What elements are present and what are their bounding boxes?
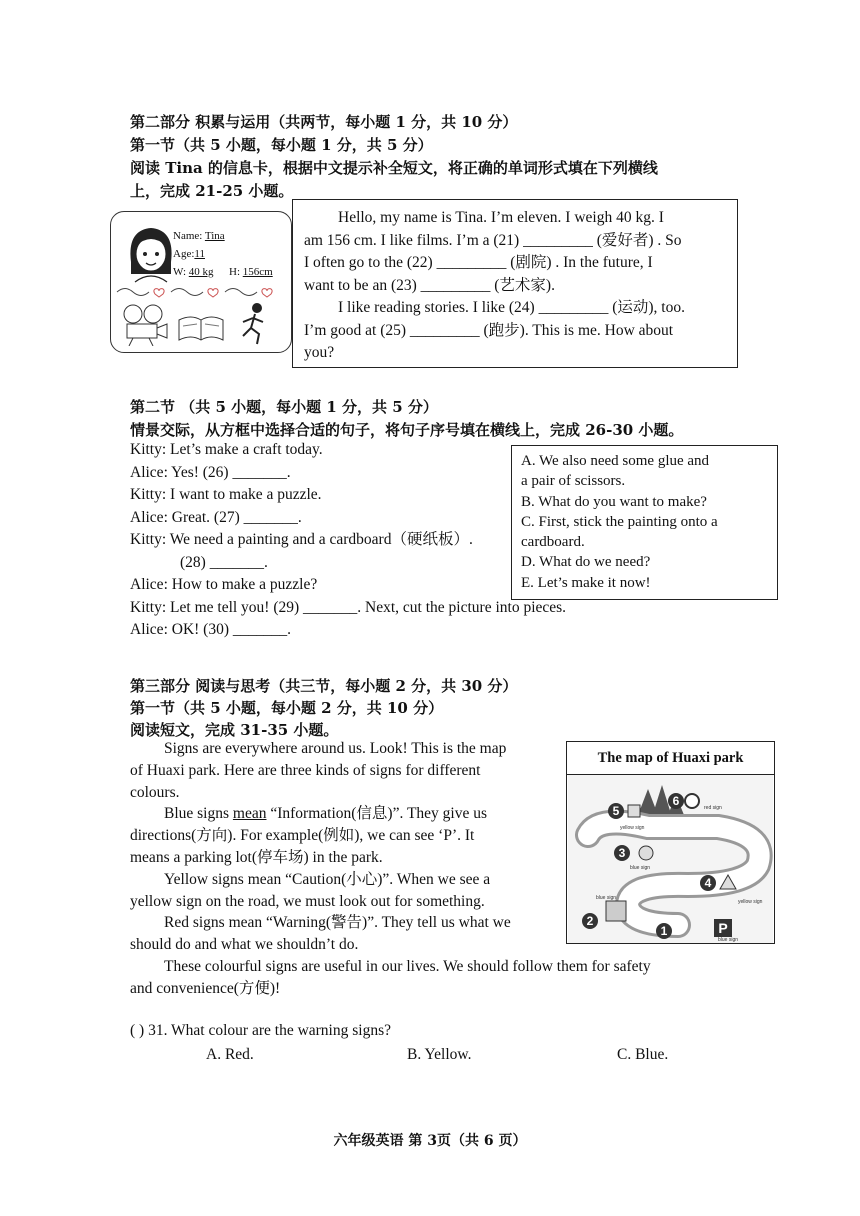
card-name-row: Name: Tina [173, 230, 225, 242]
svg-text:3: 3 [618, 846, 626, 860]
park-map-drawing [568, 775, 773, 943]
option-c-cont: cardboard. [521, 534, 585, 551]
passage-line-1: Hello, my name is Tina. I’m eleven. I weigh 40 kg. I [338, 209, 664, 226]
runner-icon [237, 302, 273, 346]
passage-text [304, 207, 734, 365]
choice-a: A. Red. [206, 1046, 254, 1063]
dialogue-line-8: Kitty: Let me tell you! (29) _______. Next, cut the picture into pieces. [130, 598, 567, 616]
dialogue-line-1: Kitty: Let’s make a craft today. [130, 441, 323, 458]
part2-title: 第二部分 积累与运用（共两节，每小题 1 分，共 10 分） [130, 113, 518, 131]
options-list [521, 451, 718, 593]
passage-line-2: am 156 cm. I like films. I’m a (21) _________ (爱好者) . So [304, 231, 682, 249]
passage-line-7: you? [304, 344, 335, 361]
passage-line-6: I’m good at (25) _________ (跑步). This is me. How about [304, 321, 674, 339]
page-footer: 六年级英语 第 3页（共 6 页） [333, 1133, 527, 1149]
reading-line-7: Yellow signs mean “Caution(小心)”. When we see a [164, 870, 491, 888]
reading-line-2: of Huaxi park. Here are three kinds of signs for different [130, 761, 481, 779]
svg-text:blue sign: blue sign [718, 937, 739, 943]
reading-line-8: yellow sign on the road, we must look out for something. [130, 892, 485, 910]
girl-portrait-icon [121, 222, 181, 284]
dialogue-line-3: Kitty: I want to make a puzzle. [130, 486, 322, 503]
part3-title: 第三部分 阅读与思考（共三节，每小题 2 分，共 30 分） [130, 677, 518, 695]
svg-text:1: 1 [660, 924, 668, 938]
svg-text:blue sign: blue sign [630, 865, 651, 871]
heart-divider-icon [115, 285, 285, 299]
dialogue-line-7: Alice: How to make a puzzle? [130, 576, 318, 593]
dialogue-line-5: Kitty: We need a painting and a cardboard（硬纸板）. [130, 531, 473, 548]
map-title: The map of Huaxi park [567, 742, 774, 775]
reading-line-10: should do and what we shouldn’t do. [130, 936, 359, 954]
passage-line-5: I like reading stories. I like (24) _________ (运动), too. [338, 299, 685, 316]
question-31 [130, 1022, 391, 1040]
dialogue-line-6: (28) _______. [180, 553, 268, 571]
passage-line-4: want to be an (23) _________ (艺术家). [304, 276, 555, 294]
question-31-text: 31. What colour are the warning signs? [148, 1022, 391, 1039]
dialogue [130, 439, 566, 642]
part2-sec1-title: 第一节（共 5 小题，每小题 1 分，共 5 分） [130, 136, 433, 154]
passage-line-3: I often go to the (22) _________ (剧院) . In the future, I [304, 254, 653, 271]
svg-text:P: P [718, 920, 728, 936]
svg-text:red sign: red sign [704, 805, 722, 811]
reading-line-5: directions(方向). For example(例如), we can see ‘P’. It [130, 827, 475, 845]
dialogue-line-2: Alice: Yes! (26) _______. [130, 463, 291, 481]
reading-line-3: colours. [130, 783, 180, 801]
reading-passage [130, 738, 651, 1000]
film-projector-icon [119, 302, 169, 346]
choice-b: B. Yellow. [407, 1046, 472, 1063]
option-e: E. Let’s make it now! [521, 574, 651, 591]
svg-text:blue sign: blue sign [596, 895, 617, 901]
reading-line-6: means a parking lot(停车场) in the park. [130, 848, 383, 866]
option-b: B. What do you want to make? [521, 493, 707, 510]
info-card [110, 211, 292, 353]
open-book-icon [177, 312, 225, 344]
park-map [566, 741, 775, 944]
svg-text:5: 5 [612, 804, 620, 818]
reading-line-1: Signs are everywhere around us. Look! This is the map [164, 740, 507, 757]
dialogue-line-9: Alice: OK! (30) _______. [130, 621, 291, 638]
option-d: D. What do we need? [521, 554, 651, 571]
reading-line-9: Red signs mean “Warning(警告)”. They tell us what we [164, 914, 511, 932]
reading-line-4: Blue signs mean “Information(信息)”. They give us [164, 805, 488, 823]
part3-sec1-title: 第一节（共 5 小题，每小题 2 分，共 10 分） [130, 699, 444, 717]
svg-text:yellow sign: yellow sign [620, 825, 645, 831]
part2-sec2-instruction: 情景交际，从方框中选择合适的句子，将句子序号填在横线上，完成 26-30 小题。 [130, 421, 684, 439]
option-a: A. We also need some glue and [521, 453, 710, 469]
part2-sec1-instruction-2: 上，完成 21-25 小题。 [130, 182, 294, 200]
svg-text:4: 4 [704, 876, 712, 890]
dialogue-line-4: Alice: Great. (27) _______. [130, 508, 302, 526]
card-weight-row: W: 40 kg [173, 266, 214, 278]
svg-text:6: 6 [672, 794, 680, 808]
part2-sec2-title: 第二节 （共 5 小题，每小题 1 分，共 5 分） [130, 398, 438, 416]
svg-text:yellow sign: yellow sign [738, 899, 763, 905]
part2-sec1-instruction-1: 阅读 Tina 的信息卡，根据中文提示补全短文，将正确的单词形式填在下列横线 [130, 159, 658, 177]
card-age-row: Age:11 [173, 248, 205, 260]
reading-line-11: These colourful signs are useful in our lives. We should follow them for safety [164, 957, 651, 975]
card-height-row: H: 156cm [229, 266, 273, 278]
svg-text:2: 2 [586, 914, 594, 928]
answer-paren[interactable]: ( ) [130, 1022, 145, 1039]
reading-line-12: and convenience(方便)! [130, 979, 281, 997]
part3-sec1-instruction: 阅读短文，完成 31-35 小题。 [130, 721, 339, 739]
option-a-cont: a pair of scissors. [521, 473, 626, 490]
option-c: C. First, stick the painting onto a [521, 513, 718, 530]
choice-c: C. Blue. [617, 1046, 669, 1063]
